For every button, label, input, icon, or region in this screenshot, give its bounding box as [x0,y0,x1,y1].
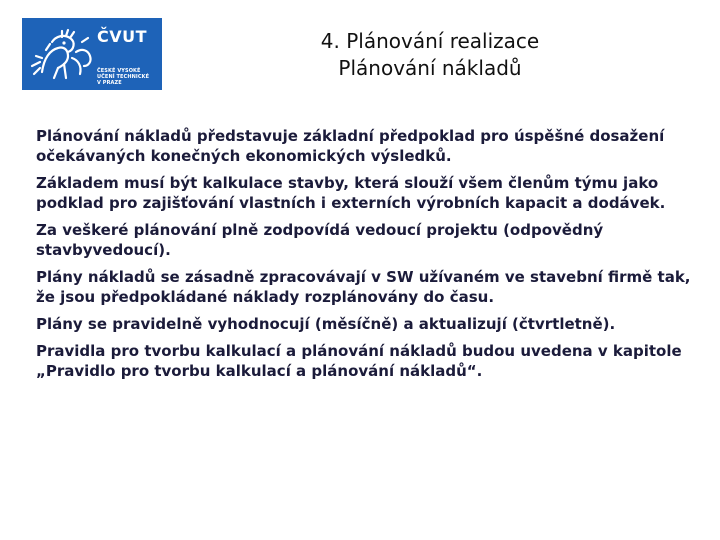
logo-subtitle-line: V PRAZE [97,80,122,86]
paragraph: Plány nákladů se zásadně zpracovávají v SW užívaném ve stavební firmě tak, že jsou předpokládané náklady rozplánovány do času. [36,268,691,306]
lion-emblem-icon [28,28,104,84]
paragraph: Pravidla pro tvorbu kalkulací a plánování nákladů budou uvedena v kapitole „Pravidlo pro tvorbu kalkulací a plánování nákladů“. [36,342,682,380]
title-line-1: 4. Plánování realizace [320,29,540,53]
title-line-2: Plánování nákladů [338,56,522,80]
university-logo [22,18,162,90]
logo-subtitle-line: ČESKÉ VYSOKÉ [97,68,141,74]
paragraph: Za veškeré plánování plně zodpovídá vedoucí projektu (odpovědný stavbyvedoucí). [36,221,604,259]
paragraph: Plány se pravidelně vyhodnocují (měsíčně) a aktualizují (čtvrtletně). [36,315,616,333]
logo-brand-text: ČVUT [97,27,148,46]
logo-subtitle [97,68,149,86]
slide-content [36,126,696,388]
paragraph: Plánování nákladů představuje základní předpoklad pro úspěšné dosažení očekávaných konečných ekonomických výsledků. [36,127,665,165]
slide-title [170,28,690,82]
paragraph: Základem musí být kalkulace stavby, která slouží všem členům týmu jako podklad pro zajišťování vlastních i externích výrobních kapacit a dodávek. [36,174,666,212]
logo-subtitle-line: UČENÍ TECHNICKÉ [97,74,150,80]
